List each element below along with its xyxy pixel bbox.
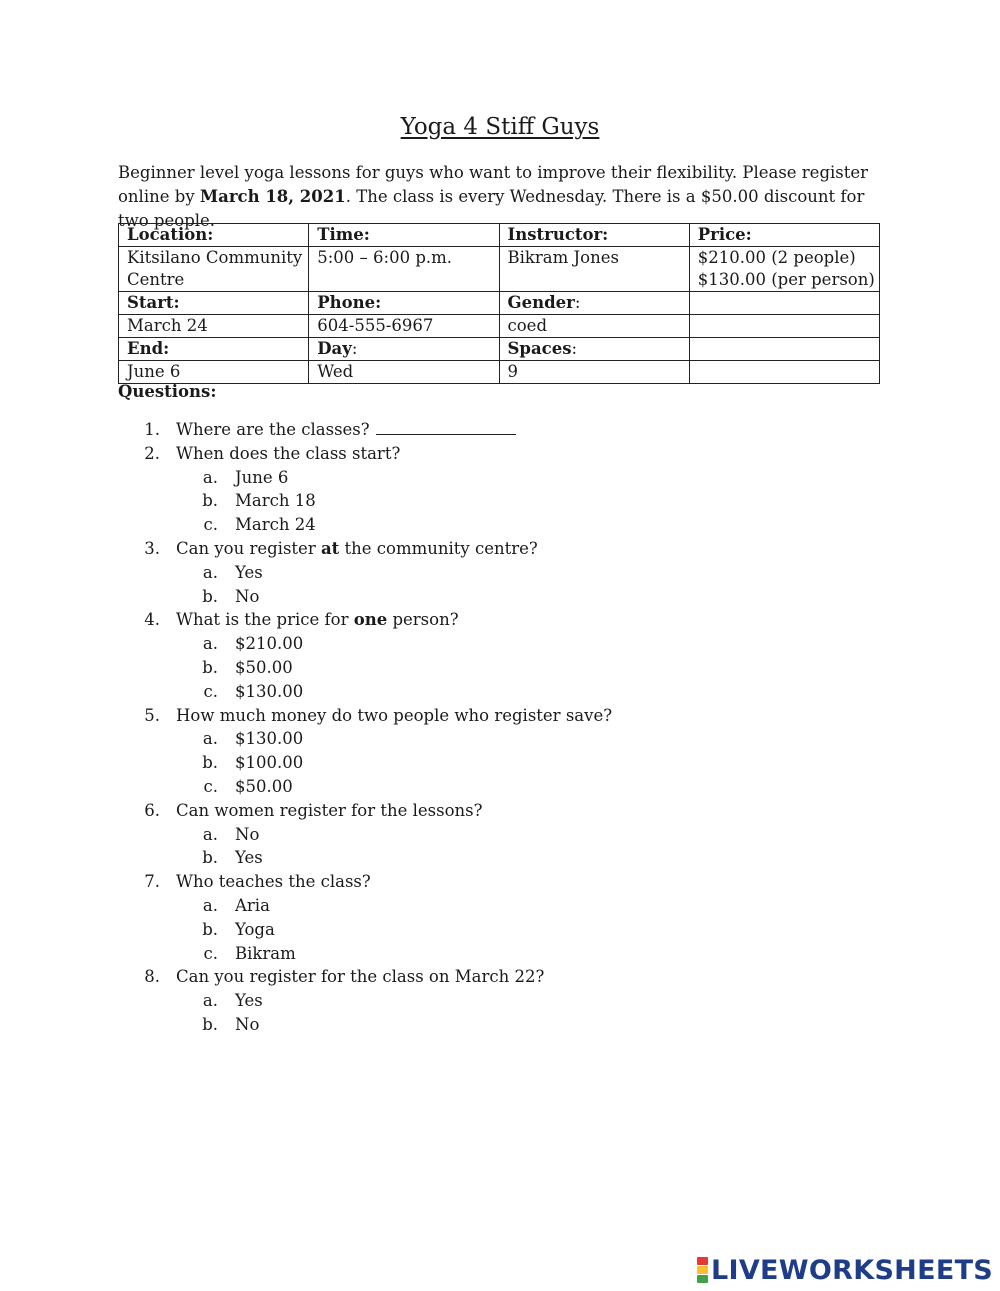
cell-day: Wed [309, 361, 499, 384]
question-3: 3. Can you register at the community centre? [144, 538, 538, 558]
answer-option[interactable]: b. $50.00 [202, 657, 293, 677]
question-4: 4. What is the price for one person? [144, 610, 459, 630]
cell-start: March 24 [119, 315, 309, 338]
liveworksheets-logo [697, 1255, 993, 1285]
intro-deadline: March 18, 2021 [199, 187, 346, 206]
question-8: 8. Can you register for the class on March 22? [144, 967, 545, 987]
table-row [119, 224, 880, 247]
question-2: 2. When does the class start? [144, 443, 401, 463]
question-5: 5. How much money do two people who register save? [144, 705, 613, 725]
header-end: End: [119, 338, 309, 361]
header-start: Start: [119, 292, 309, 315]
question-list [0, 418, 1000, 1037]
answer-option[interactable]: a. Yes [202, 562, 263, 582]
table-row [119, 247, 880, 292]
empty-cell [689, 315, 879, 338]
answer-option[interactable]: a. Yes [202, 991, 263, 1011]
answer-option[interactable]: b. Yoga [202, 919, 275, 939]
answer-option[interactable]: a. No [202, 824, 260, 844]
answer-option[interactable]: a. Aria [202, 895, 270, 915]
class-info-table [118, 223, 880, 384]
answer-option[interactable]: a. $130.00 [202, 729, 304, 749]
question-6: 6. Can women register for the lessons? [144, 800, 483, 820]
answer-option[interactable]: a. $210.00 [202, 634, 304, 654]
header-time: Time: [309, 224, 499, 247]
empty-cell [689, 338, 879, 361]
answer-option[interactable]: b. No [202, 586, 260, 606]
answer-option[interactable]: c. Bikram [203, 943, 296, 963]
header-instructor: Instructor: [499, 224, 689, 247]
answer-option[interactable]: b. No [202, 1014, 260, 1034]
header-spaces: Spaces: [499, 338, 689, 361]
page-title: Yoga 4 Stiff Guys [400, 114, 600, 140]
header-location: Location: [119, 224, 309, 247]
cell-instructor: Bikram Jones [499, 247, 689, 292]
question-1: 1. Where are the classes? [0, 418, 1000, 442]
header-phone: Phone: [309, 292, 499, 315]
cell-time: 5:00 – 6:00 p.m. [309, 247, 499, 292]
answer-blank[interactable] [376, 420, 516, 435]
intro-text-1: Beginner level yoga lessons for guys who want to improve their flexibility. Please register online by [118, 163, 869, 206]
answer-option[interactable]: c. March 24 [203, 515, 316, 535]
empty-cell [689, 292, 879, 315]
intro-text-2: . The class is every Wednesday. There is a $50.00 discount for two people. [118, 187, 865, 230]
cell-price: $210.00 (2 people) $130.00 (per person) [689, 247, 879, 292]
table-row [119, 338, 880, 361]
logo-wordmark: LIVEWORKSHEETS [711, 1254, 994, 1286]
header-gender: Gender: [499, 292, 689, 315]
questions-heading: Questions: [118, 382, 217, 401]
cell-gender: coed [499, 315, 689, 338]
empty-cell [689, 361, 879, 384]
table-row [119, 315, 880, 338]
answer-option[interactable]: c. $130.00 [203, 681, 304, 701]
answer-option[interactable]: c. $50.00 [203, 776, 293, 796]
cell-location: Kitsilano Community Centre [119, 247, 309, 292]
cell-end: June 6 [119, 361, 309, 384]
logo-blocks-icon [697, 1257, 708, 1283]
answer-option[interactable]: b. $100.00 [202, 753, 304, 773]
header-price: Price: [689, 224, 879, 247]
cell-phone: 604-555-6967 [309, 315, 499, 338]
answer-option[interactable]: b. March 18 [202, 491, 316, 511]
table-row [119, 292, 880, 315]
answer-option[interactable]: b. Yes [202, 848, 263, 868]
question-7: 7. Who teaches the class? [144, 872, 371, 892]
table-row [119, 361, 880, 384]
cell-spaces: 9 [499, 361, 689, 384]
answer-option[interactable]: a. June 6 [202, 467, 289, 487]
header-day: Day: [309, 338, 499, 361]
